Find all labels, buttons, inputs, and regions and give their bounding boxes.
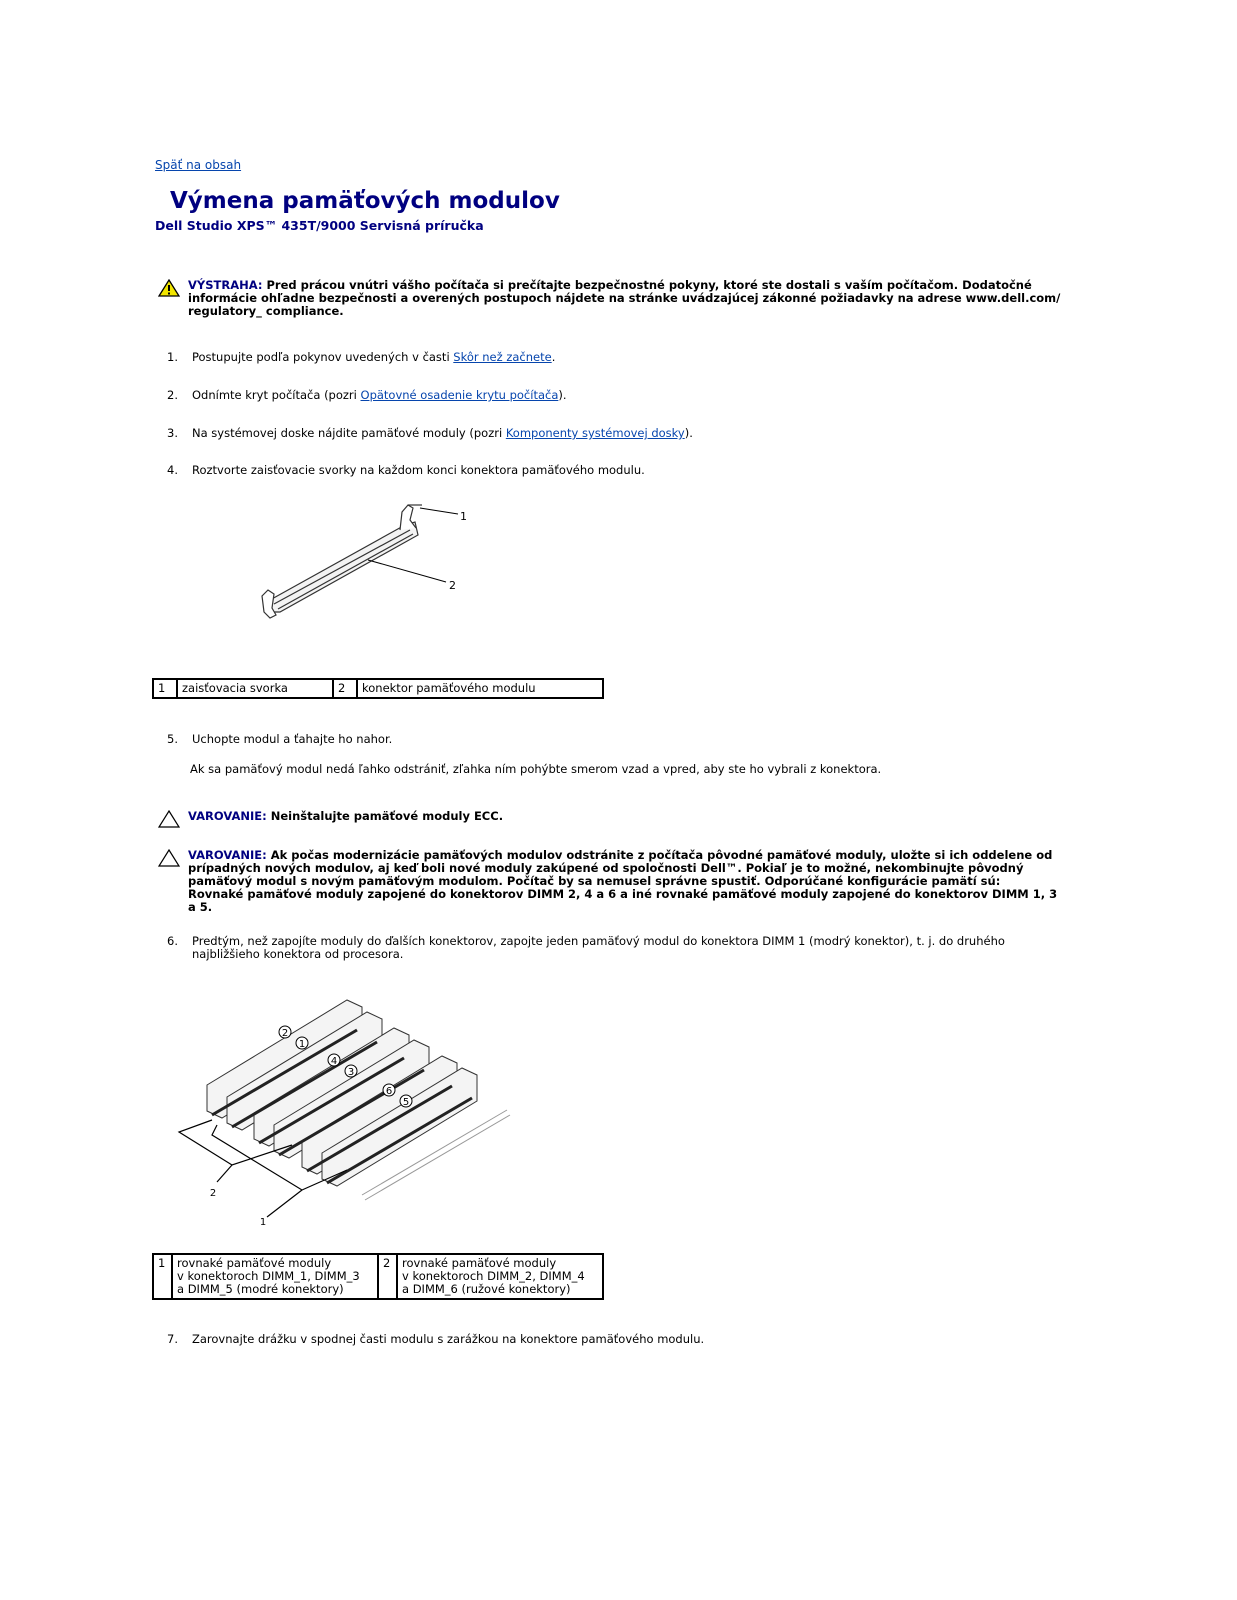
- dimm-slots-illustration: [172, 985, 522, 1230]
- slot-number-2: 2: [281, 1028, 289, 1039]
- warning-triangle-icon: [158, 279, 180, 297]
- step-number: 5.: [167, 732, 178, 746]
- legend-num: 2: [333, 679, 357, 698]
- memory-connector-illustration: [250, 500, 480, 625]
- step-text: Roztvorte zaisťovacie svorky na každom konci konektora pamäťového modulu.: [192, 463, 645, 477]
- step-text-end: ).: [558, 388, 567, 402]
- step-text: Na systémovej doske nájdite pamäťové moduly (pozri: [192, 426, 506, 440]
- legend-num: 1: [153, 679, 177, 698]
- legend-label: konektor pamäťového modulu: [357, 679, 603, 698]
- step-text-end: .: [551, 350, 556, 364]
- legend-line: rovnaké pamäťové moduly: [402, 1256, 557, 1270]
- caution-label: VAROVANIE:: [188, 809, 267, 823]
- caution-triangle-icon: [158, 810, 180, 828]
- step-number: 2.: [167, 388, 178, 402]
- slot-number-3: 3: [347, 1067, 355, 1078]
- warning-text: Pred prácou vnútri vášho počítača si prečítajte bezpečnostné pokyny, ktoré ste dostali s vaším počítačom. Dodatočné informácie ohľadne bezpečnosti a overených postupoch nájdete na stránke uvádzajúcej zákonné požiadavky na adrese www.dell.com/ regulatory_ compliance.: [188, 278, 1061, 318]
- legend-label: [172, 1254, 378, 1299]
- step-number: 1.: [167, 350, 178, 364]
- table-row: [153, 1254, 603, 1299]
- legend-line: a DIMM_6 (ružové konektory): [402, 1282, 571, 1296]
- slot-number-4: 4: [330, 1056, 338, 1067]
- step-text: Zarovnajte drážku v spodnej časti modulu s zarážkou na konektore pamäťového modulu.: [192, 1332, 705, 1346]
- figure1-legend-table: [152, 678, 604, 699]
- board-components-link[interactable]: Komponenty systémovej dosky: [505, 426, 685, 440]
- caution-triangle-icon: [158, 849, 180, 867]
- step-5-note: Ak sa pamäťový modul nedá ľahko odstrániť, zľahka ním pohýbte smerom vzad a vpred, aby ste ho vybrali z konektora.: [190, 762, 882, 776]
- legend-line: v konektoroch DIMM_1, DIMM_3: [177, 1269, 360, 1283]
- slot-number-1: 1: [298, 1039, 306, 1050]
- step-text: Postupujte podľa pokynov uvedených v časti: [192, 350, 454, 364]
- bracket-label-1: 1: [259, 1217, 267, 1228]
- step-number: 6.: [167, 934, 178, 948]
- step-text-end: ).: [684, 426, 693, 440]
- warning-label: VÝSTRAHA:: [188, 278, 263, 292]
- legend-line: v konektoroch DIMM_2, DIMM_4: [402, 1269, 585, 1283]
- step-text: Predtým, než zapojíte moduly do ďalších konektorov, zapojte jeden pamäťový modul do konektora DIMM 1 (modrý konektor), t. j. do druhého najbližšieho konektora od procesora.: [192, 934, 1005, 961]
- legend-line: rovnaké pamäťové moduly: [177, 1256, 332, 1270]
- replace-cover-link[interactable]: Opätovné osadenie krytu počítača: [360, 388, 559, 402]
- slot-number-5: 5: [402, 1097, 410, 1108]
- legend-line: a DIMM_5 (modré konektory): [177, 1282, 344, 1296]
- step-number: 3.: [167, 426, 178, 440]
- slot-number-6: 6: [385, 1086, 393, 1097]
- before-you-begin-link[interactable]: Skôr než začnete: [453, 350, 552, 364]
- caution-label: VAROVANIE:: [188, 848, 267, 862]
- figure2-legend-table: [152, 1253, 604, 1300]
- bracket-label-2: 2: [209, 1188, 217, 1199]
- legend-num: 2: [378, 1254, 397, 1299]
- step-text: Uchopte modul a ťahajte ho nahor.: [192, 732, 393, 746]
- step-number: 7.: [167, 1332, 178, 1346]
- caution-text: Neinštalujte pamäťové moduly ECC.: [270, 809, 504, 823]
- legend-label: zaisťovacia svorka: [177, 679, 333, 698]
- caution-text: Ak počas modernizácie pamäťových modulov odstránite z počítača pôvodné pamäťové moduly, uložte si ich oddelene od prípadných nových modulov, aj keď boli nové moduly zakúpené od spoločnosti Dell™. Pokiaľ je to možné, nekombinujte pôvodný pamäťový modul s novým pamäťovým modulom. Počítač by sa nemusel správne spustiť. Odporúčané konfigurácie pamätí sú:: [188, 848, 1053, 888]
- caution-config: Rovnaké pamäťové moduly zapojené do konektorov DIMM 2, 4 a 6 a iné rovnaké pamäťové moduly zapojené do konektorov DIMM 1, 3 a 5.: [188, 887, 1058, 914]
- back-to-contents-link[interactable]: Späť na obsah: [155, 158, 242, 172]
- page-title: Výmena pamäťových modulov: [170, 188, 560, 214]
- callout-1: 1: [460, 510, 467, 523]
- step-number: 4.: [167, 463, 178, 477]
- legend-num: 1: [153, 1254, 172, 1299]
- table-row: [153, 679, 603, 698]
- callout-2: 2: [449, 579, 456, 592]
- page-subtitle: Dell Studio XPS™ 435T/9000 Servisná príručka: [155, 218, 484, 233]
- step-text: Odnímte kryt počítača (pozri: [192, 388, 361, 402]
- legend-label: [397, 1254, 603, 1299]
